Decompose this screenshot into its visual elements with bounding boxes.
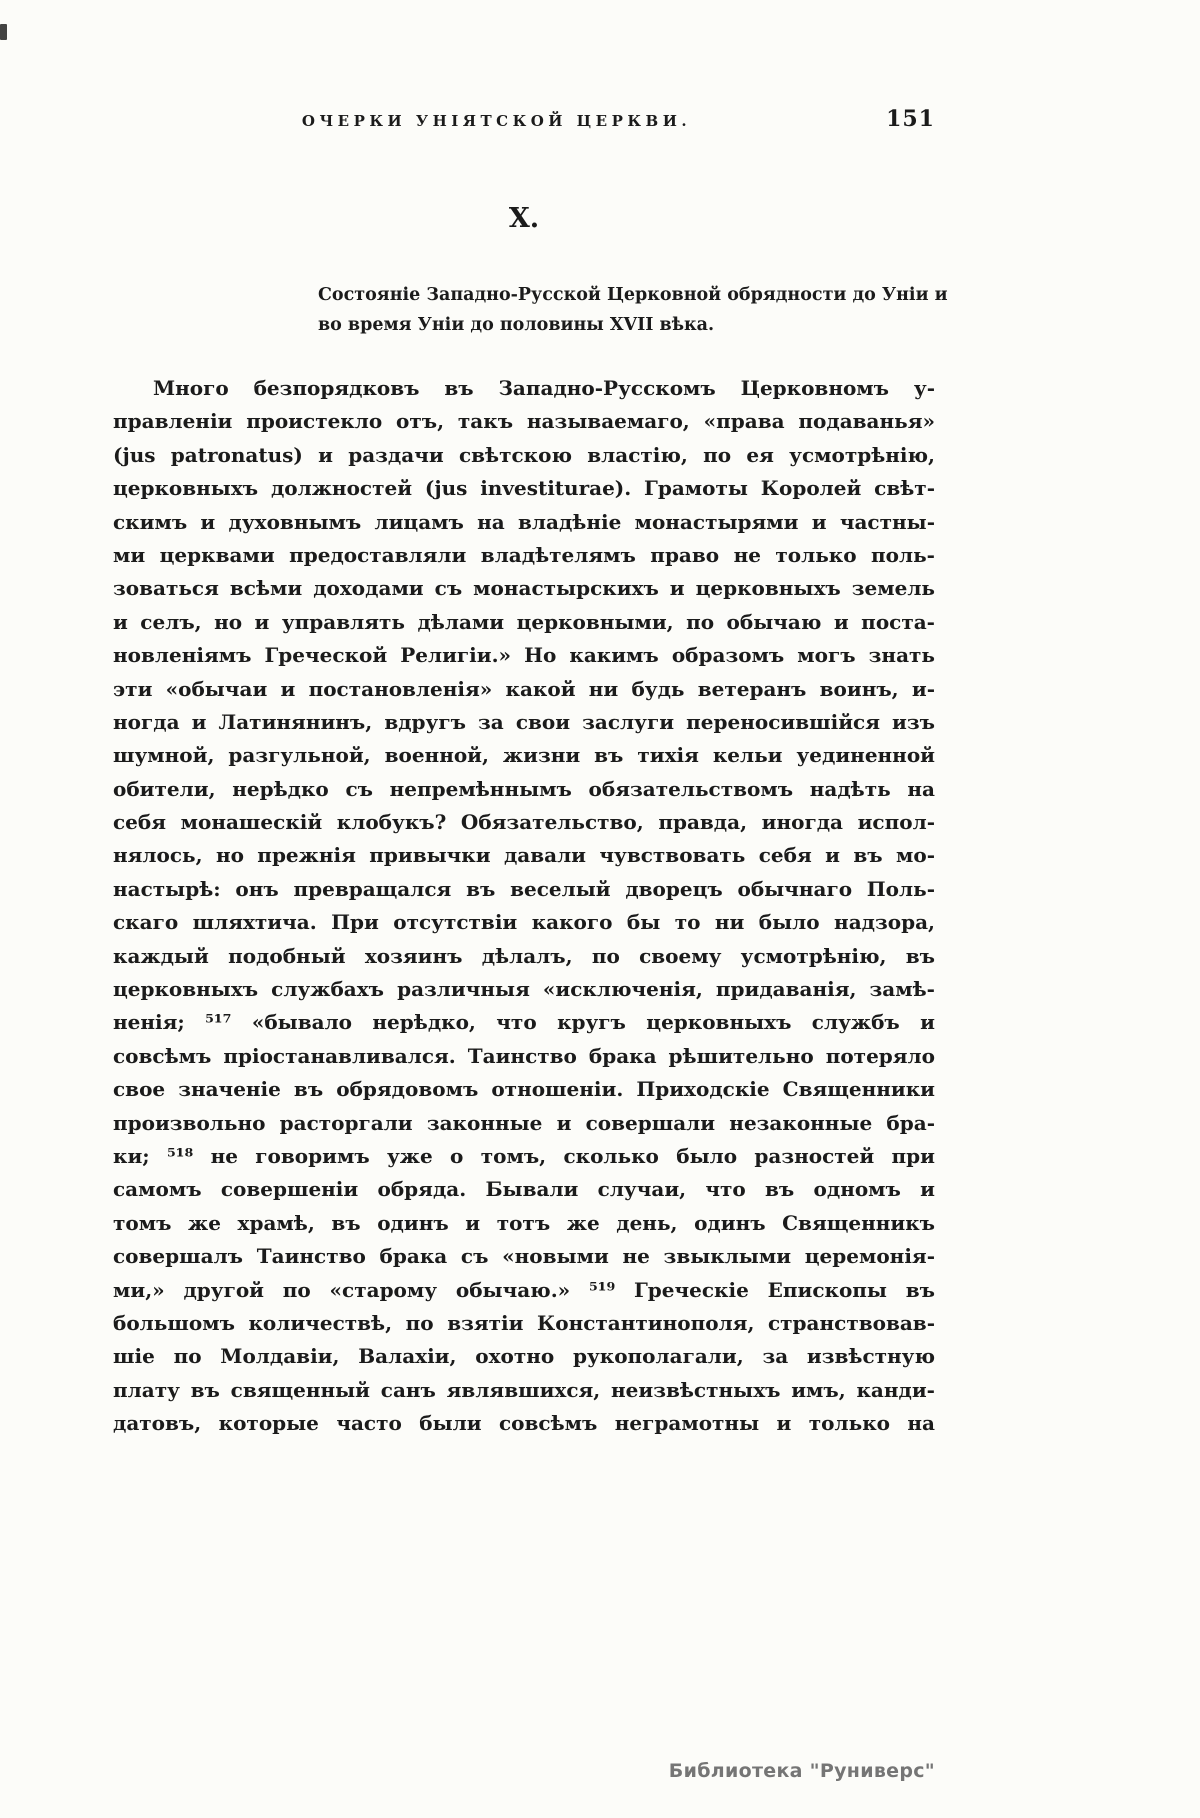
body-line: шіе по Молдавіи, Валахіи, охотно рукополагали, за извѣстную bbox=[113, 1344, 935, 1369]
body-line: Много безпорядковъ въ Западно-Русскомъ Церковномъ у- bbox=[153, 376, 935, 400]
chapter-subtitle bbox=[318, 280, 948, 340]
body-line: шумной, разгульной, военной, жизни въ тихія кельи уединенной bbox=[113, 743, 935, 768]
body-line: ки; ⁵¹⁸ не говоримъ уже о томъ, сколько было разностей при bbox=[113, 1143, 935, 1168]
body-line: себя монашескій клобукъ? Обязательство, правда, иногда испол- bbox=[113, 810, 935, 835]
body-line: эти «обычаи и постановленія» какой ни будь ветеранъ воинъ, и- bbox=[113, 676, 935, 701]
subtitle-line: Состояніе Западно-Русской Церковной обрядности до Уніи и bbox=[318, 285, 948, 305]
body-line: большомъ количествѣ, по взятіи Константинополя, странствовав- bbox=[113, 1310, 935, 1335]
body-line: томъ же храмѣ, въ одинъ и тотъ же день, одинъ Священникъ bbox=[113, 1210, 935, 1235]
body-line: совершалъ Таинство брака съ «новыми не звыклыми церемонія- bbox=[113, 1244, 935, 1269]
body-line: обители, нерѣдко съ непремѣннымъ обязательствомъ надѣть на bbox=[113, 776, 935, 801]
body-line: ми церквами предоставляли владѣтелямъ право не только поль- bbox=[113, 542, 935, 567]
scan-artifact bbox=[0, 24, 7, 40]
page-number: 151 bbox=[886, 106, 935, 132]
running-title: ОЧЕРКИ УНІЯТСКОЙ ЦЕРКВИ. bbox=[301, 112, 692, 130]
subtitle-line: во время Уніи до половины XVII вѣка. bbox=[318, 315, 715, 335]
page-header bbox=[113, 106, 935, 138]
body-line: нялось, но прежнія привычки давали чувствовать себя и въ мо- bbox=[113, 843, 935, 868]
body-line: самомъ совершеніи обряда. Бывали случаи, что въ одномъ и bbox=[113, 1177, 935, 1202]
body-line: свое значеніе въ обрядовомъ отношеніи. Приходскіе Священники bbox=[113, 1077, 935, 1102]
body-line: произвольно расторгали законные и совершали незаконные бра- bbox=[113, 1110, 935, 1135]
body-line: церковныхъ должностей (jus investiturae). Грамоты Королей свѣт- bbox=[113, 476, 935, 501]
body-line: датовъ, которые часто были совсѣмъ неграмотны и только на bbox=[113, 1411, 935, 1436]
body-line: новленіямъ Греческой Религіи.» Но какимъ образомъ могъ знать bbox=[113, 643, 935, 668]
body-line: ненія; ⁵¹⁷ «бывало нерѣдко, что кругъ церковныхъ службъ и bbox=[113, 1010, 935, 1035]
body-line: ногда и Латинянинъ, вдругъ за свои заслуги переносившійся изъ bbox=[113, 709, 935, 734]
body-line: ми,» другой по «старому обычаю.» ⁵¹⁹ Греческіе Епископы въ bbox=[113, 1277, 935, 1302]
body-line: и селъ, но и управлять дѣлами церковными, по обычаю и поста- bbox=[113, 609, 935, 634]
body-line: (jus patronatus) и раздачи свѣтскою властію, по ея усмотрѣнію, bbox=[113, 442, 935, 467]
body-line: зоваться всѣми доходами съ монастырскихъ и церковныхъ земель bbox=[113, 576, 935, 601]
body-line: совсѣмъ пріостанавливался. Таинство брака рѣшительно потеряло bbox=[113, 1043, 935, 1068]
body-line: каждый подобный хозяинъ дѣлалъ, по своему усмотрѣнію, въ bbox=[113, 943, 935, 968]
body-line: скимъ и духовнымъ лицамъ на владѣніе монастырями и частны- bbox=[113, 509, 935, 534]
library-watermark: Библиотека "Руниверс" bbox=[668, 1760, 935, 1782]
body-line: настырѣ: онъ превращался въ веселый дворецъ обычнаго Поль- bbox=[113, 876, 935, 901]
chapter-number: X. bbox=[508, 203, 540, 234]
body-line: плату въ священный санъ являвшихся, неизвѣстныхъ имъ, канди- bbox=[113, 1377, 935, 1402]
body-text bbox=[113, 372, 935, 1441]
body-line: церковныхъ службахъ различныя «исключенія, придаванія, замѣ- bbox=[113, 977, 935, 1002]
body-line: скаго шляхтича. При отсутствіи какого бы то ни было надзора, bbox=[113, 910, 935, 935]
body-line: правленіи проистекло отъ, такъ называемаго, «права подаванья» bbox=[113, 409, 935, 434]
